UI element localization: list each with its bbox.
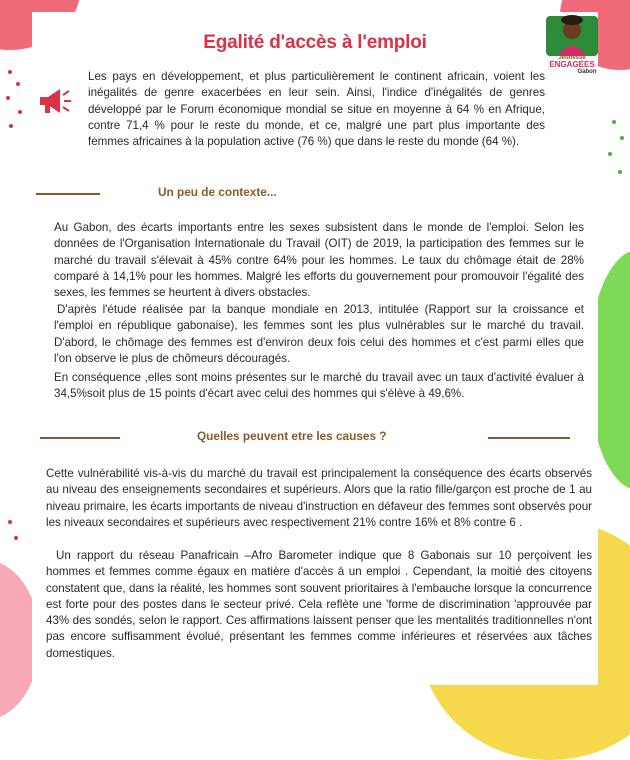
page-title: Egalité d'accès à l'emploi xyxy=(203,32,427,53)
logo-line1: Jeunesse xyxy=(558,55,586,61)
section-heading-causes: Quelles peuvent etre les causes ? xyxy=(197,429,387,443)
decorative-dot xyxy=(618,170,622,174)
divider-left xyxy=(40,437,120,439)
causes-paragraph: Un rapport du réseau Panafricain –Afro Barometer indique que 8 Gabonais sur 10 perçoivent les hommes et femmes comme égaux en matière d'accès à un emploi . Cependant, la moitié des citoyens constatent que, dans la réalité, les hommes sont souvent prioritaires à l'embauche lorsque la concurrence est forte pour des postes dans le secteur privé. Cela reflète une 'forme de discrimination 'approuvée par 43% des sondés, selon le rapport. Ces affirmations laissent penser que les mentalités traditionnelles n'ont pas encore suffisamment évolué, présentant les femmes comme inférieures et réservées aux tâches domestiques. xyxy=(46,549,592,660)
decorative-dot xyxy=(8,520,12,524)
context-paragraph: Au Gabon, des écarts importants entre les sexes subsistent dans le monde de l'emploi. Selon les données de l'Organisation Internationale du Travail (OIT) de 2019, la participation des femmes sur le marché du travail s'élevait à 45% contre 64% pour les hommes. Le taux du chômage était de 28% comparé à 14,1% pour les hommes. Malgré les efforts du gouvernement pour promouvoir l'égalité des sexes, les femmes se heurtent à divers obstacles. xyxy=(54,221,584,300)
decorative-dot xyxy=(608,152,612,156)
intro-paragraph: Les pays en développement, et plus particulièrement le continent africain, voient les inégalités de genre exacerbées en leur sein. Ainsi, l'indice d'inégalités de genres développé par le Forum économique mondial se situe en moyenne à 64 % en Afrique, contre 71,4 % pour le reste du monde, et ce, malgré une part plus importante des femmes africaines à la population active (76 %) que dans le reste du monde (64 %). xyxy=(88,70,545,149)
divider-left xyxy=(36,193,100,195)
decorative-dot xyxy=(612,120,616,124)
decorative-dot xyxy=(9,124,13,128)
context-paragraph: En conséquence ,elles sont moins présentes sur le marché du travail avec un taux d'activité évaluer à 34,5%soit plus de 15 points d'écart avec celui des hommes qui s'élève à 49,6%. xyxy=(54,371,584,401)
section-heading-context: Un peu de contexte... xyxy=(158,185,277,199)
decorative-dot xyxy=(620,136,624,140)
logo-line3: Gabon xyxy=(577,69,597,75)
decorative-dot xyxy=(16,82,20,86)
decorative-dot xyxy=(18,110,22,114)
logo-line2: ENGAGEES xyxy=(549,60,595,69)
megaphone-icon xyxy=(36,86,72,116)
decorative-dot xyxy=(6,96,10,100)
decorative-dot xyxy=(8,70,12,74)
decorative-dot xyxy=(14,536,18,540)
context-paragraph: D'après l'étude réalisée par la banque mondiale en 2013, intitulée (Rapport sur la croissance et l'emploi en république gabonaise), les femmes sont les plus vulnérables sur le marché du travail. D'abord, le chômage des femmes est d'environ deux fois celui des hommes et c'est parmi elles que l'on observe le plus de chômeurs découragés. xyxy=(54,303,584,365)
divider-right xyxy=(488,437,570,439)
causes-paragraph: Cette vulnérabilité vis-à-vis du marché du travail est principalement la conséquence des écarts observés au niveau des enseignements secondaires et supérieurs. Alors que la ratio fille/garçon est proche de 1 au niveau primaire, les écarts importants de niveau d'instruction en défaveur des femmes sont observés pour les niveaux secondaires et supérieurs avec respectivement 21% contre 16% et 8% contre 6 . xyxy=(46,467,592,529)
